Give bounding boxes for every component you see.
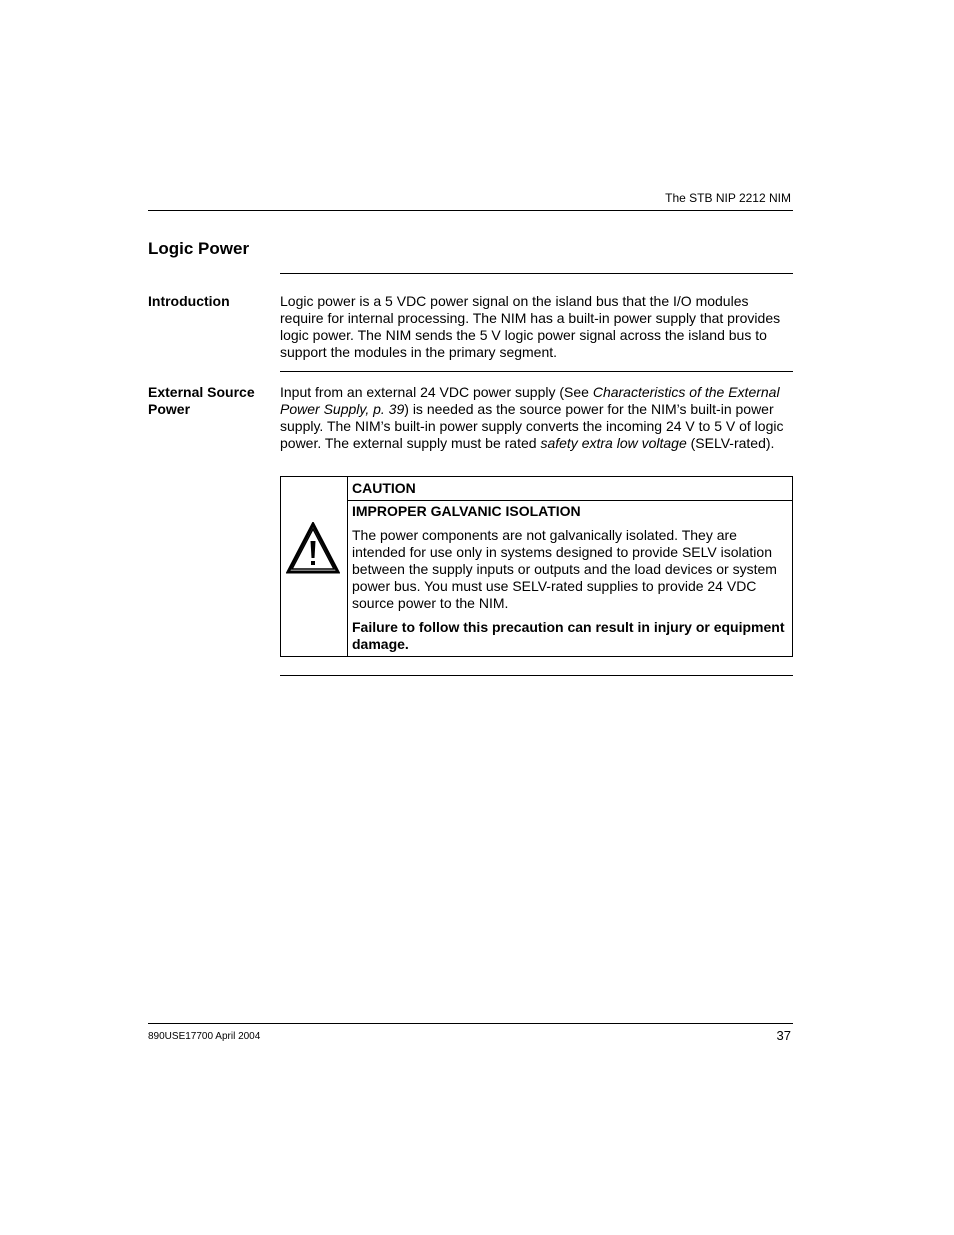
emphasis-text: safety extra low voltage <box>540 435 687 451</box>
cross-reference-link[interactable]: Characteristics of the External Power Supply, p. 39 <box>280 384 780 417</box>
running-header: The STB NIP 2212 NIM <box>665 191 791 205</box>
external-source-text-part: ) is needed as the source power for the NIM’s built-in power supply. The NIM’s built-in power supply converts the incoming 24 V to 5 V of logic power. The external supply must be rated <box>280 401 784 451</box>
section-divider <box>280 371 793 372</box>
caution-icon-cell <box>281 477 348 656</box>
caution-content <box>348 477 792 653</box>
caution-subheading: IMPROPER GALVANIC ISOLATION <box>352 503 581 519</box>
caution-heading: CAUTION <box>348 477 792 501</box>
caution-warning: Failure to follow this precaution can result in injury or equipment damage. <box>352 619 785 652</box>
external-source-text-part: Input from an external 24 VDC power supply (See <box>280 384 593 400</box>
introduction-text: Logic power is a 5 VDC power signal on the island bus that the I/O modules require for internal processing. The NIM has a built-in power supply that provides logic power. The NIM sends the 5 V logic power signal across the island bus to support the modules in the primary segment. <box>280 293 781 360</box>
external-source-text-part: (SELV-rated). <box>686 435 775 451</box>
caution-box <box>280 476 793 657</box>
section-divider <box>280 273 793 274</box>
introduction-label: Introduction <box>148 293 230 309</box>
section-divider <box>280 675 793 676</box>
external-source-text <box>280 384 793 452</box>
warning-triangle-icon <box>286 522 340 574</box>
caution-text: The power components are not galvanically isolated. They are intended for use only in systems designed to provide SELV isolation between the supply inputs or outputs and the load devices or system power bus. You must use SELV-rated supplies to provide 24 VDC source power to the NIM. <box>352 527 777 611</box>
footer-rule <box>148 1023 793 1024</box>
page-number: 37 <box>776 1028 791 1043</box>
section-title: Logic Power <box>148 239 250 258</box>
external-source-label: External Source Power <box>148 384 255 417</box>
header-rule <box>148 210 793 211</box>
footer-doc-id: 890USE17700 April 2004 <box>148 1031 261 1042</box>
